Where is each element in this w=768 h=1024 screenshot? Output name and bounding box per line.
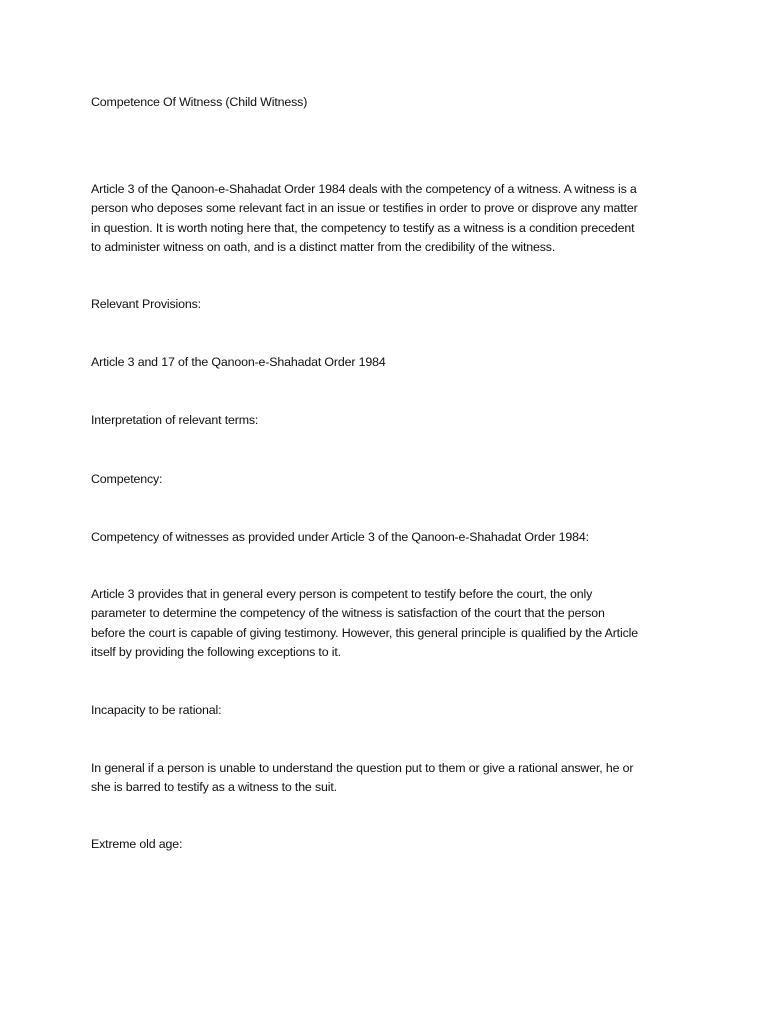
incapacity-line: she is barred to testify as a witness to the suit. [91, 780, 337, 795]
competency-subheading: Competency of witnesses as provided under Article 3 of the Qanoon-e-Shahadat Order 1984: [91, 530, 589, 544]
competency-heading: Competency: [91, 472, 163, 486]
article3-line: Article 3 provides that in general every person is competent to testify before the court, the only [91, 587, 593, 601]
incapacity-paragraph [91, 759, 683, 798]
intro-line: to administer witness on oath, and is a distinct matter from the credibility of the witness. [91, 240, 556, 255]
article3-line: before the court is capable of giving testimony. However, this general principle is qualified by the Article [91, 625, 638, 640]
intro-paragraph [91, 180, 683, 258]
article3-line: itself by providing the following exceptions to it. [91, 645, 341, 660]
incapacity-heading: Incapacity to be rational: [91, 703, 222, 717]
relevant-provisions-heading: Relevant Provisions: [91, 297, 201, 311]
incapacity-line: In general if a person is unable to understand the question put to them or give a rational answer, he or [91, 761, 634, 775]
old-age-heading: Extreme old age: [91, 837, 183, 851]
intro-line: Article 3 of the Qanoon-e-Shahadat Order 1984 deals with the competency of a witness. A witness is a [91, 182, 637, 196]
article3-paragraph [91, 585, 683, 663]
intro-line: person who deposes some relevant fact in an issue or testifies in order to prove or disprove any matter [91, 201, 638, 216]
intro-line: in question. It is worth noting here that, the competency to testify as a witness is a condition precedent [91, 220, 635, 235]
relevant-provisions-text: Article 3 and 17 of the Qanoon-e-Shahadat Order 1984 [91, 355, 386, 369]
document-title: Competence Of Witness (Child Witness) [91, 95, 308, 109]
interpretation-heading: Interpretation of relevant terms: [91, 413, 259, 427]
article3-line: parameter to determine the competency of the witness is satisfaction of the court that the person [91, 606, 605, 621]
